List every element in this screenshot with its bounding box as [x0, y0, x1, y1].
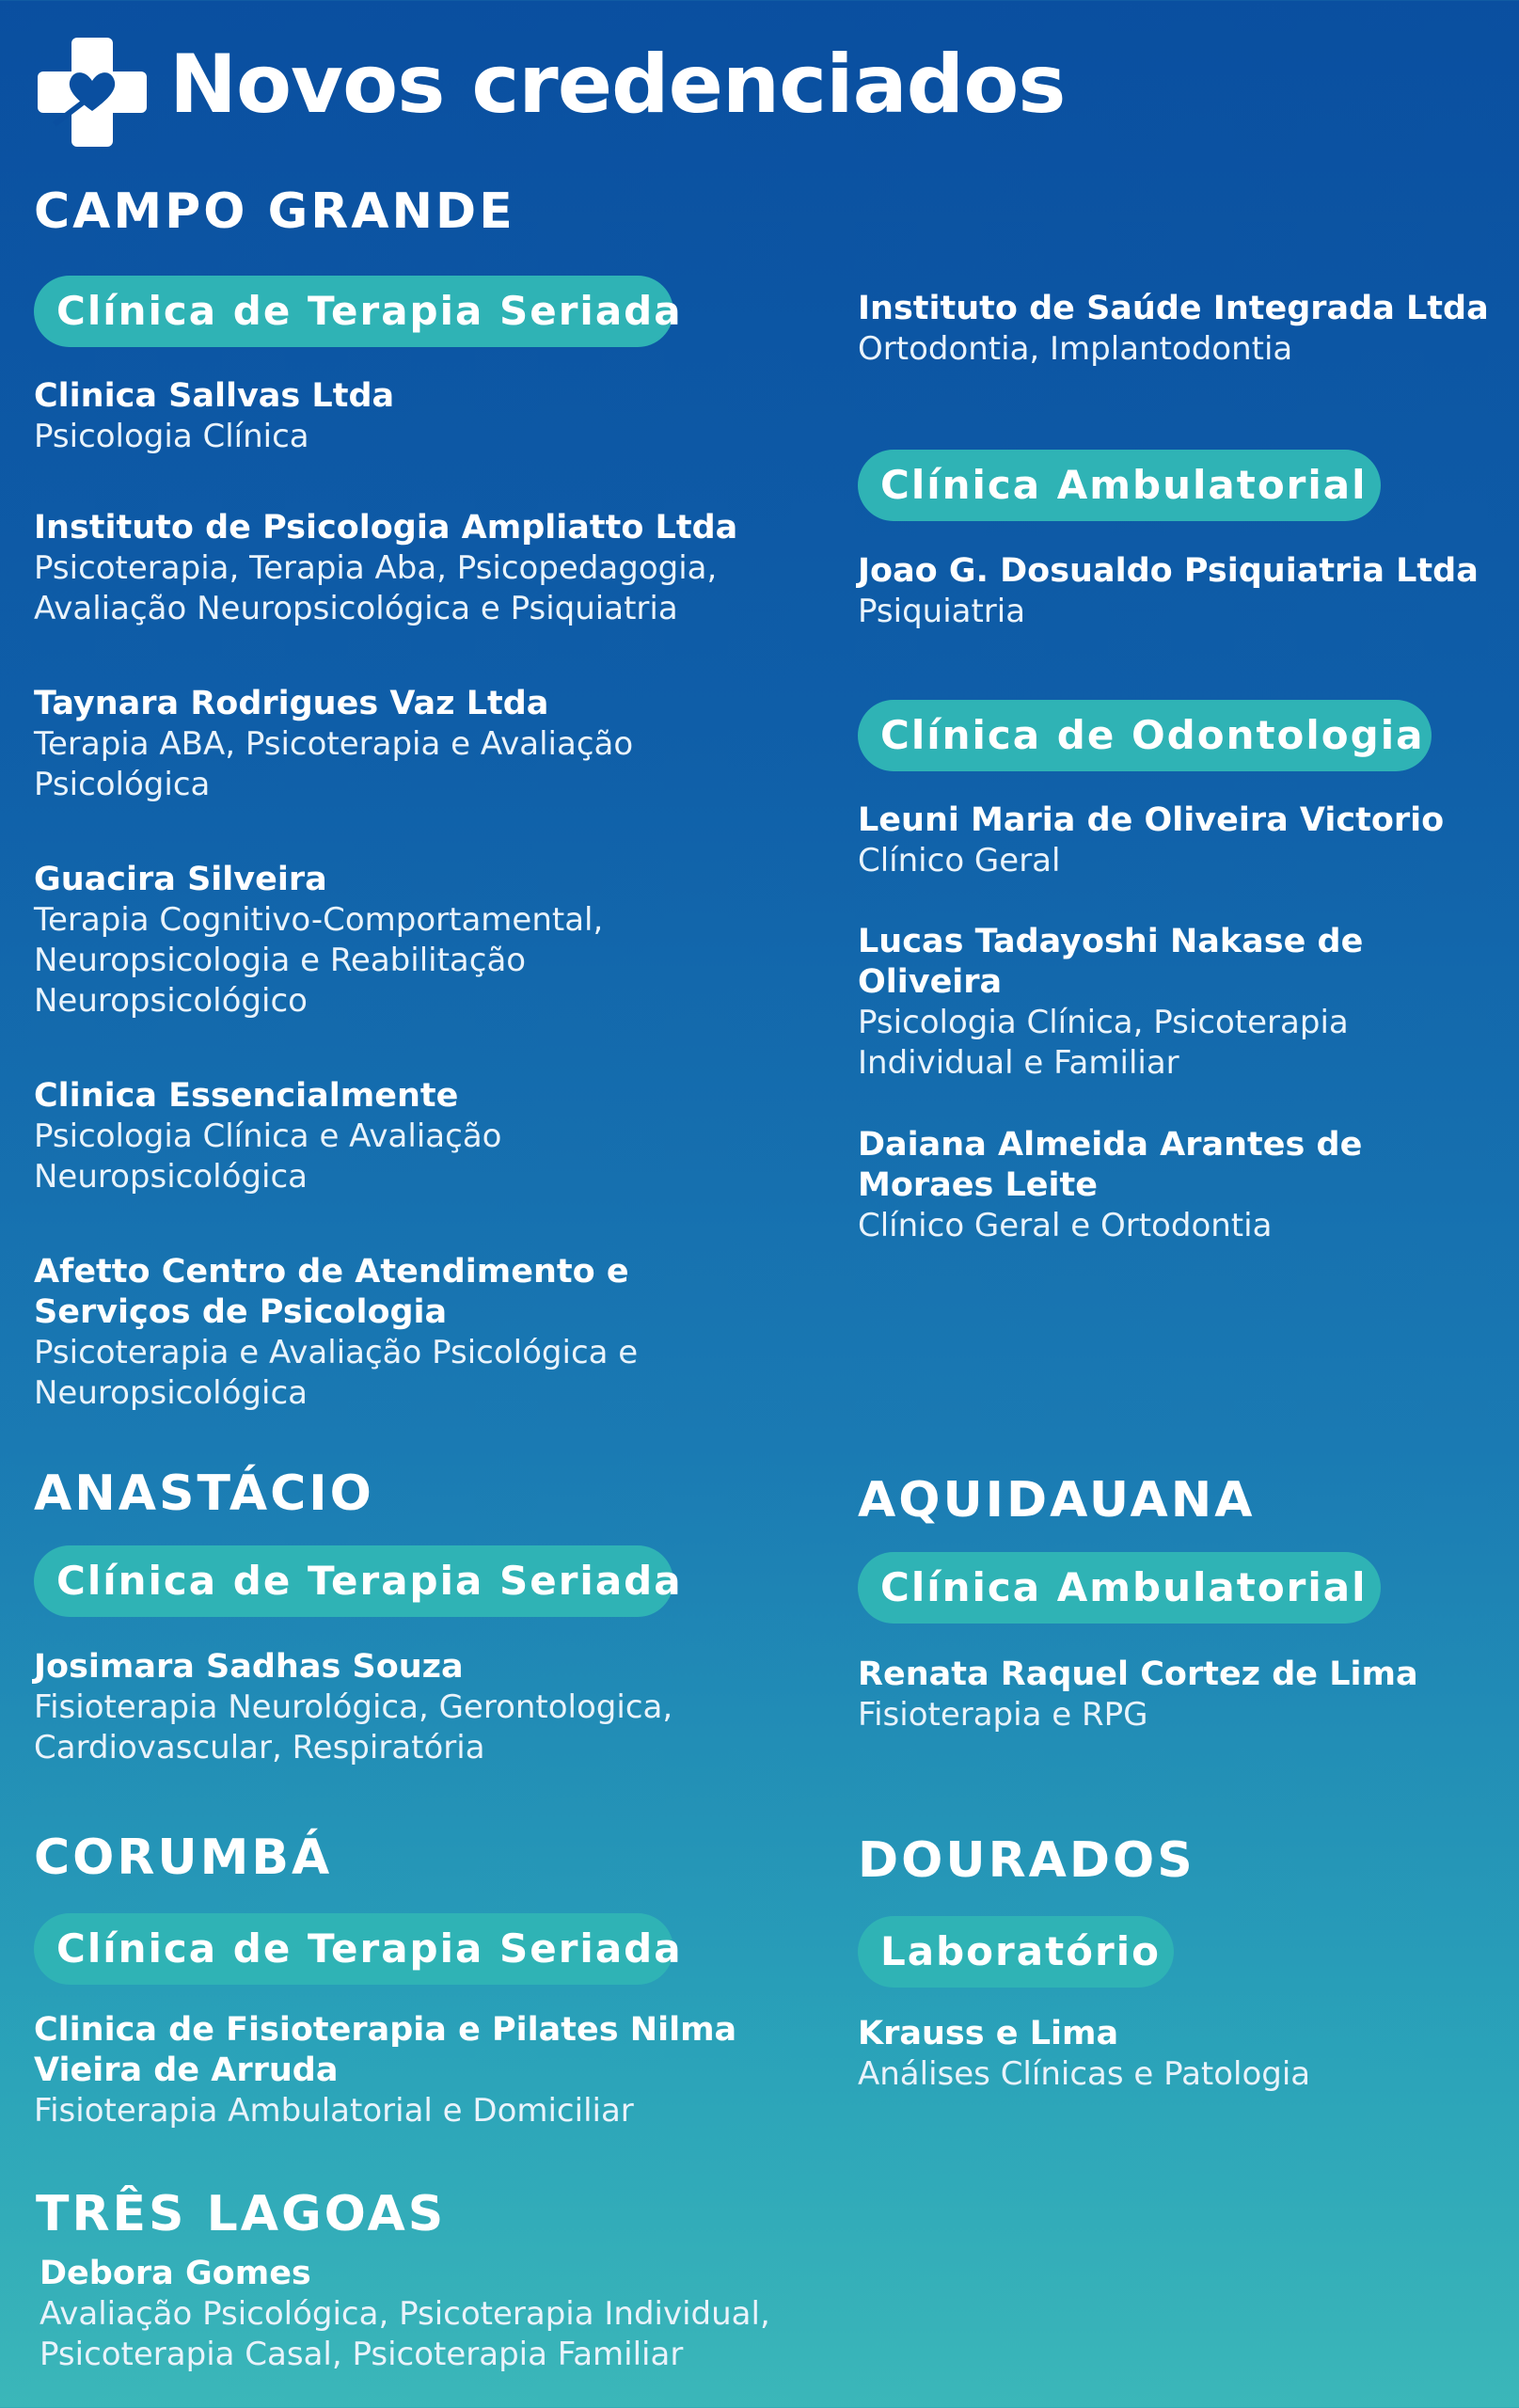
- list-item: [858, 1125, 1519, 1246]
- provider-name: Clinica de Fisioterapia e Pilates Nilma Vieira de Arruda: [34, 2011, 737, 2089]
- category-pill-terapia-seriada: Clínica de Terapia Seriada: [34, 1913, 673, 1985]
- list-item: [34, 684, 749, 805]
- provider-specialties: Psicoterapia e Avaliação Psicológica e Neuropsicológica: [34, 1334, 639, 1412]
- provider-name: Debora Gomes: [40, 2255, 311, 2292]
- list-item: [34, 1076, 749, 1197]
- provider-specialties: Clínico Geral: [858, 842, 1061, 879]
- provider-specialties: Avaliação Psicológica, Psicoterapia Individual, Psicoterapia Casal, Psicoterapia Familiar: [40, 2295, 770, 2373]
- list-item: [34, 508, 749, 629]
- provider-name: Instituto de Saúde Integrada Ltda: [858, 290, 1489, 327]
- provider-name: Instituto de Psicologia Ampliatto Ltda: [34, 509, 738, 547]
- provider-name: Daiana Almeida Arantes de Moraes Leite: [858, 1126, 1363, 1204]
- provider-name: Josimara Sadhas Souza: [34, 1648, 464, 1686]
- provider-name: Taynara Rodrigues Vaz Ltda: [34, 685, 549, 722]
- list-item: [858, 1655, 1519, 1735]
- provider-specialties: Fisioterapia Ambulatorial e Domiciliar: [34, 2092, 634, 2130]
- category-pill-odontologia: Clínica de Odontologia: [858, 700, 1432, 771]
- provider-specialties: Análises Clínicas e Patologia: [858, 2055, 1311, 2093]
- provider-specialties: Psiquiatria: [858, 593, 1026, 630]
- list-item: [858, 2014, 1519, 2095]
- cross-heart-logo-icon: [34, 34, 150, 150]
- list-item: [858, 289, 1519, 370]
- category-pill-laboratorio: Laboratório: [858, 1916, 1174, 1988]
- city-heading-aquidauana: AQUIDAUANA: [858, 1472, 1256, 1529]
- page-title: Novos credenciados: [169, 38, 1066, 132]
- provider-name: Afetto Centro de Atendimento e Serviços de Psicologia: [34, 1253, 629, 1331]
- provider-name: Clinica Sallvas Ltda: [34, 377, 395, 415]
- city-heading-anastacio: ANASTÁCIO: [34, 1465, 374, 1522]
- list-item: [34, 376, 749, 457]
- provider-name: Renata Raquel Cortez de Lima: [858, 1656, 1418, 1693]
- provider-name: Clinica Essencialmente: [34, 1077, 459, 1115]
- list-item: [34, 1252, 749, 1414]
- city-heading-dourados: DOURADOS: [858, 1832, 1195, 1889]
- provider-specialties: Psicologia Clínica, Psicoterapia Individual e Familiar: [858, 1004, 1349, 1082]
- provider-specialties: Fisioterapia e RPG: [858, 1696, 1148, 1734]
- provider-specialties: Psicologia Clínica e Avaliação Neuropsicológica: [34, 1117, 502, 1196]
- provider-name: Lucas Tadayoshi Nakase de Oliveira: [858, 923, 1364, 1001]
- provider-specialties: Terapia ABA, Psicoterapia e Avaliação Psicológica: [34, 725, 634, 803]
- provider-name: Leuni Maria de Oliveira Victorio: [858, 801, 1445, 839]
- city-heading-campo-grande: CAMPO GRANDE: [34, 183, 515, 240]
- list-item: [34, 2010, 749, 2131]
- category-pill-ambulatorial: Clínica Ambulatorial: [858, 450, 1381, 521]
- city-heading-tres-lagoas: TRÊS LAGOAS: [36, 2186, 447, 2242]
- category-pill-terapia-seriada: Clínica de Terapia Seriada: [34, 1545, 673, 1617]
- provider-specialties: Psicoterapia, Terapia Aba, Psicopedagogia, Avaliação Neuropsicológica e Psiquiatria: [34, 549, 718, 627]
- list-item: [40, 2254, 848, 2375]
- list-item: [858, 551, 1519, 632]
- list-item: [858, 922, 1519, 1084]
- category-pill-ambulatorial: Clínica Ambulatorial: [858, 1552, 1381, 1624]
- category-pill-terapia-seriada: Clínica de Terapia Seriada: [34, 276, 673, 347]
- provider-specialties: Psicologia Clínica: [34, 418, 309, 455]
- provider-specialties: Fisioterapia Neurológica, Gerontologica, Cardiovascular, Respiratória: [34, 1688, 673, 1766]
- provider-name: Guacira Silveira: [34, 861, 327, 898]
- list-item: [858, 800, 1519, 881]
- list-item: [34, 1647, 749, 1768]
- provider-specialties: Terapia Cognitivo-Comportamental, Neuropsicologia e Reabilitação Neuropsicológico: [34, 901, 604, 1020]
- list-item: [34, 860, 749, 1022]
- provider-name: Krauss e Lima: [858, 2015, 1119, 2052]
- provider-specialties: Clínico Geral e Ortodontia: [858, 1207, 1273, 1244]
- city-heading-corumba: CORUMBÁ: [34, 1830, 333, 1886]
- provider-specialties: Ortodontia, Implantodontia: [858, 330, 1293, 368]
- provider-name: Joao G. Dosualdo Psiquiatria Ltda: [858, 552, 1479, 590]
